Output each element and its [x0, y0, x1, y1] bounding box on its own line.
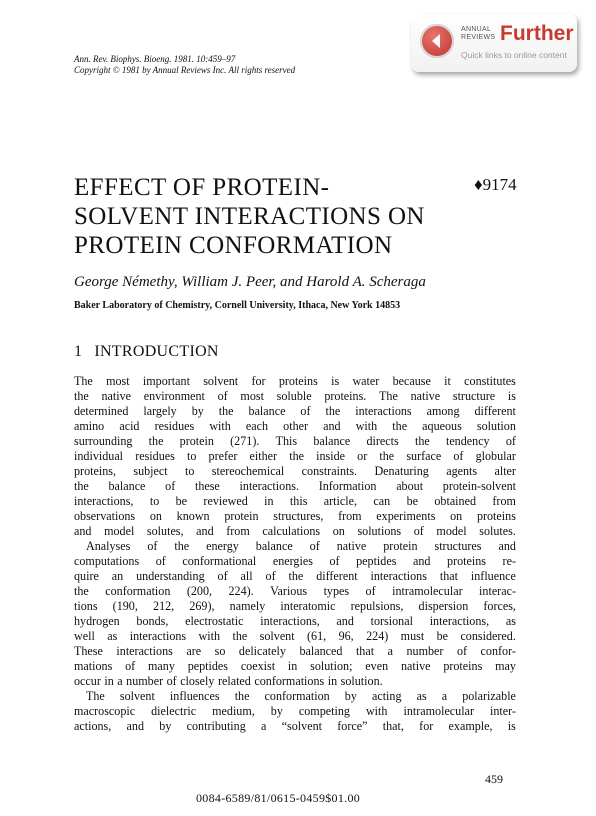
- further-badge[interactable]: [411, 14, 577, 72]
- journal-citation: Ann. Rev. Biophys. Bioeng. 1981. 10:459–97: [74, 54, 236, 64]
- body-line: proteins, subject to stereochemical constraints. Denaturing agents alter: [74, 464, 516, 478]
- body-line: These interactions are so delicately balanced that a number of confor-: [74, 644, 516, 658]
- title-line: EFFECT OF PROTEIN-: [74, 174, 330, 201]
- reference-number: ♦9174: [474, 175, 517, 194]
- body-line: the conformation (200, 224). Various types of intramolecular interac-: [74, 584, 516, 598]
- body-line: and model solutes, and from calculations on solutions of model solutes.: [74, 524, 516, 538]
- body-line: The solvent influences the conformation by acting as a polarizable: [86, 689, 516, 703]
- body-line: actions, and by contributing a “solvent force” that, for example, is: [74, 719, 516, 733]
- authors: George Némethy, William J. Peer, and Harold A. Scheraga: [74, 274, 426, 290]
- body-line: hydrogen bonds, electrostatic interactions, and torsional interactions, as: [74, 614, 516, 628]
- body-line: Analyses of the energy balance of native protein structures and: [86, 539, 516, 553]
- journal-copyright: Copyright © 1981 by Annual Reviews Inc. All rights reserved: [74, 65, 296, 75]
- body-line: individual residues to prefer either the inside or the surface of globular: [74, 449, 516, 463]
- section-number: 1: [74, 343, 83, 360]
- body-line: amino acid residues with each other and with the aqueous solution: [74, 419, 516, 433]
- body-line: observations on known protein structures, from experiments on proteins: [74, 509, 516, 523]
- body-line: quire an understanding of all of the different interactions that influence: [74, 569, 516, 583]
- page-number: 459: [485, 772, 503, 786]
- body-line: interactions, to be reviewed in this article, can be obtained from: [74, 494, 516, 508]
- affiliation: Baker Laboratory of Chemistry, Cornell University, Ithaca, New York 14853: [74, 300, 401, 311]
- body-line: mations of many peptides coexist in solution; even native proteins may: [74, 659, 516, 673]
- body-line: occur in a number of closely related conformations in solution.: [74, 674, 383, 688]
- footer-code: 0084-6589/81/0615-0459$01.00: [196, 791, 361, 805]
- body-line: the balance of these interactions. Information about protein-solvent: [74, 479, 516, 493]
- body-line: well as interactions with the solvent (61, 96, 224) must be considered.: [74, 629, 516, 643]
- body-line: the native environment of most soluble proteins. The native structure is: [74, 389, 516, 403]
- chevron-left-icon: [420, 24, 454, 58]
- body-line: computations of conformational energies of peptides and proteins re-: [74, 554, 516, 568]
- article-title: [74, 173, 454, 260]
- journal-citation-block: [74, 54, 295, 76]
- section-title: INTRODUCTION: [94, 343, 219, 360]
- badge-publisher: ANNUAL REVIEWS: [461, 26, 496, 41]
- title-line: PROTEIN CONFORMATION: [74, 232, 393, 259]
- title-line: SOLVENT INTERACTIONS ON: [74, 203, 425, 230]
- badge-further-word: Further: [500, 22, 574, 45]
- section-heading: [74, 343, 219, 361]
- body-line: macroscopic dielectric medium, by competing with intramolecular inter-: [74, 704, 516, 718]
- body-line: surrounding the protein (271). This balance directs the tendency of: [74, 434, 516, 448]
- badge-subtitle: Quick links to online content: [461, 50, 567, 60]
- body-text: [74, 374, 516, 734]
- body-line: The most important solvent for proteins is water because it constitutes: [74, 374, 516, 388]
- body-line: tions (190, 212, 269), namely interatomic repulsions, dispersion forces,: [74, 599, 516, 613]
- body-line: determined largely by the balance of the interactions among different: [74, 404, 516, 418]
